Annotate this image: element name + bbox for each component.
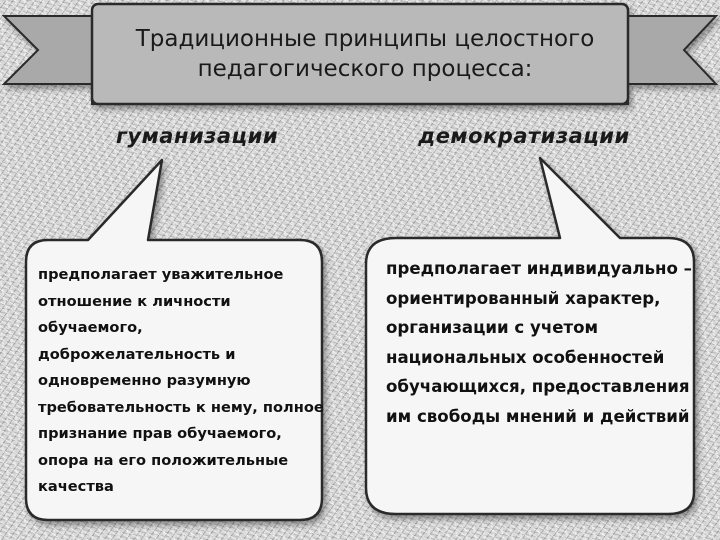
page-title: Традиционные принципы целостного педагогического процесса:: [135, 26, 595, 82]
principle-label-humanization: гуманизации: [115, 124, 279, 148]
democratization-description: предполагает индивидуально – ориентированный характер, организации с учетом национальных особенностей обучающихся, предоставления им свободы мнений и действий: [386, 259, 692, 426]
humanization-description: предполагает уважительное отношение к личности обучаемого, доброжелательность и одновременно разумную требовательность к нему, полное признание прав обучаемого, опора на его положительные качества: [38, 266, 324, 495]
principle-label-democratization: демократизации: [418, 124, 630, 148]
